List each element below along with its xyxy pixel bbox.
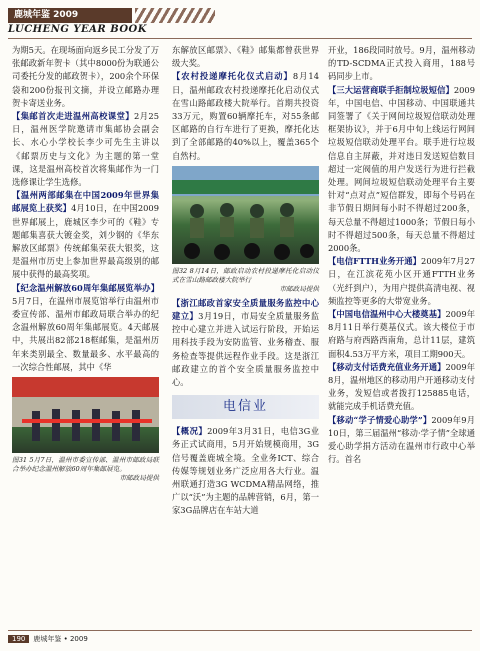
entry-text: 2009年，中国电信、中国移动、中国联通共同签署了《关于网间垃圾短信联动处理框架协议》，并于6月中旬上线运行网间垃圾短信联动处理平台。联手进行垃圾信息自主屏蔽，并对违日发送短信数目超过一定阀值的用户发送行为进行拦截处理。网间垃圾短信联动处理平台主要针对“点对点”短信群发，即每个号码在非节假日期间每小时不得超过200条，每天总量不得超过1000条；节假日每小时不得超过500条，每天总量不得超过2000条。 <box>328 84 475 254</box>
paragraph: 东解放区邮票》、《鞋》邮集都曾获世界级大奖。 <box>172 45 319 69</box>
entry-heading: 【农村投递摩托化仪式启动】 <box>172 71 293 82</box>
paragraph: 开业，186段同时放号。9月，温州移动的TD-SCDMA正式投入商用，188号码同步上市。 <box>328 45 475 82</box>
entry-heading: 【中国电信温州中心大楼奠基】 <box>328 309 446 320</box>
page-number: 190 <box>8 635 29 643</box>
caption-text: 图32 8月14日，邮政启动农村投递摩托化启动仪式在雪山路邮政楼大院举行 <box>172 266 319 284</box>
entry-text: 2009年9月10日，第三届温州“移动·学子情”全球通爱心助学捐方活动在温州市行政中心举行。首名 <box>328 414 475 465</box>
entry-text: 2009年8月11日举行奠基仪式。该大楼位于市府路与府西路西南角，总计11层，建筑面积4.53万平方米，项目工期900天。 <box>328 309 475 359</box>
entry-heading: 【三大运营商联手拒制垃圾短信】 <box>328 84 454 95</box>
column-right <box>328 44 475 467</box>
exhibition-photo <box>12 377 159 453</box>
paragraph <box>12 110 159 189</box>
header-subtitle: LUCHENG YEAR BOOK <box>8 24 147 35</box>
paragraph <box>328 308 475 361</box>
entry-heading: 【集邮首次走进温州高校课堂】 <box>12 111 135 122</box>
page-footer <box>8 634 88 644</box>
caption-text: 图31 5月7日，温州市委宣传部、温州市邮政局联合举办纪念温州解放60周年集邮展览。 <box>12 456 159 474</box>
paragraph <box>328 84 475 256</box>
motorcycle-ceremony-photo <box>172 166 319 264</box>
paragraph <box>328 361 475 414</box>
paragraph <box>172 297 319 389</box>
header-title: 鹿城年鉴 2009 <box>8 8 132 23</box>
entry-text: 2009年7月27日，在江滨花苑小区开通FTTH业务（光纤到户），为用户提供高清电视、视频监控等更多的大带宽业务。 <box>328 256 475 306</box>
entry-heading: 【概况】 <box>172 426 208 437</box>
paragraph <box>328 414 475 467</box>
section-heading-telecom: 电信业 <box>172 395 319 419</box>
paragraph <box>328 255 475 308</box>
entry-text: 2月25日，温州医学院邀请市集邮协会副会长、水心小学校长李少可先生主讲以《邮票历史与文化》为主题的第一堂课，这是温州高校首次将集邮作为一门选修课让学生选修。 <box>12 111 159 188</box>
entry-heading: 【电信FTTH业务开通】 <box>328 256 422 267</box>
header-divider <box>8 38 472 39</box>
entry-heading: 【浙江邮政首家安全质量服务监控中心建立】 <box>172 297 319 322</box>
entry-text: 2009年3月31日，电信3G业务正式试商用，5月开始规模商用，3G信号覆盖鹿城全境。全业务ICT、综合传媒等规划业务广泛应用各大行业。温州联通打造3G WCDMA精品网络，推广以“沃”为主题的品牌营销，6月，第一家3G品牌店在车站大道 <box>172 426 319 516</box>
entry-heading: 【纪念温州解放60周年集邮展览举办】 <box>12 282 159 293</box>
column-left <box>12 44 159 486</box>
entry-heading: 【移动“学子情爱心助学”】 <box>328 414 432 425</box>
entry-text: 3月19日，市局安全质量服务监控中心建立并进入试运行阶段，开始运用科技手段为安防监管、业务稽查、服务检查等提供远程作业手段。这是浙江邮政建立的首个安全质量服务监控中心。 <box>172 311 319 388</box>
footer-divider <box>8 630 472 631</box>
column-middle <box>172 44 319 518</box>
entry-text: 4月10日，在中国2009世界邮展上，鹿城区李少可的《鞋》专题邮集喜获大镀金奖，刘少钢的《华东解放区邮票》传统邮集荣获大银奖，这是温州市历史上参加世界最高级别的邮展中获得的最高奖项。 <box>12 203 159 280</box>
paragraph: 为期5天。在现场面向返乡民工分发了万张邮政新年贺卡（其中8000份为联通公司委托分发的邮政贺卡），200余个环保袋和200份报刊文摘，并设立邮路办理贺卡寄送业务。 <box>12 45 159 108</box>
header-stripes <box>135 8 215 23</box>
photo-caption <box>12 456 159 483</box>
photo-caption <box>172 267 319 294</box>
paragraph <box>12 282 159 374</box>
entry-text: 8月14日，温州邮政农村投递摩托化启动仪式在雪山路邮政楼大院举行。首期共投资33万元，购置60辆摩托车，对55条邮区邮路的自行车进行了更换，摩托化达到了全部邮路的40%以上，覆盖365个自然村。 <box>172 71 319 161</box>
footer-text: 鹿城年鉴 • 2009 <box>33 635 88 643</box>
entry-text: 5月7日，在温州市展览馆举行由温州市委宣传部、温州市邮政局联合举办的纪念温州解放60周年集邮展览。4天邮展中，共展出82部218框邮集，是温州历年来类别最全、数量最多、水平最高的一次综合性邮展，其中《华 <box>12 295 159 372</box>
paragraph <box>172 425 319 517</box>
caption-source: 市邮政局提供 <box>279 284 319 293</box>
entry-text: 2009年8月，温州地区的移动用户开通移动支付业务，发短信或者拨打125885电话，就能完成手机话费充值。 <box>328 361 475 412</box>
entry-heading: 【温州两部邮集在中国2009年世界集邮展览上获奖】 <box>12 190 159 214</box>
paragraph <box>12 189 159 281</box>
paragraph <box>172 70 319 162</box>
caption-source: 市邮政局提供 <box>119 474 159 483</box>
entry-heading: 【移动支付话费充值业务开通】 <box>328 361 446 372</box>
